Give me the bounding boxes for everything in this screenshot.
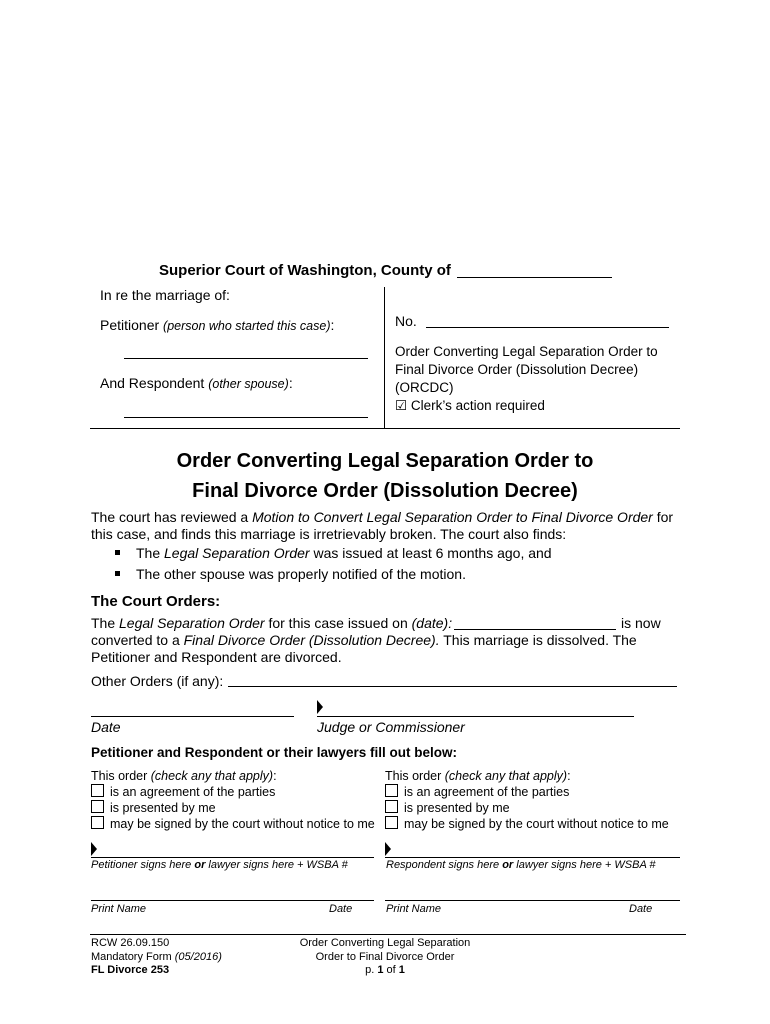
court-heading: Superior Court of Washington, County of — [159, 262, 451, 279]
date-caption: Date — [91, 719, 121, 735]
county-blank[interactable] — [457, 277, 612, 278]
case-number-blank[interactable] — [426, 327, 669, 328]
footer-rule — [90, 934, 686, 935]
parties-heading: Petitioner and Respondent or their lawyers fill out below: — [91, 745, 458, 760]
petitioner-options: This order (check any that apply): is an agreement of the parties is presented by me may be signed by the court without notice to me — [91, 769, 375, 831]
petitioner-sign-caption: Petitioner signs here or lawyer signs here + WSBA # — [91, 859, 348, 871]
finding-1: The Legal Separation Order was issued at least 6 months ago, and — [136, 545, 552, 561]
petitioner-signature-line[interactable] — [91, 857, 374, 858]
other-orders-blank[interactable] — [228, 686, 677, 687]
sign-here-arrow-icon — [91, 842, 97, 856]
separation-date-blank[interactable] — [454, 629, 616, 630]
date-line[interactable] — [91, 716, 294, 717]
page-number: p. 1 of 1 — [365, 964, 405, 976]
case-number-label: No. — [395, 313, 417, 329]
respondent-label: And Respondent (other spouse): — [100, 375, 293, 391]
petitioner-date-caption: Date — [329, 903, 353, 915]
bullet-dot — [115, 550, 120, 555]
respondent-print-name-caption: Print Name — [386, 903, 442, 915]
petitioner-label: Petitioner (person who started this case): — [100, 317, 335, 333]
petitioner-print-name-line[interactable] — [91, 900, 374, 901]
respondent-print-name-line[interactable] — [385, 900, 680, 901]
respondent-sign-caption: Respondent signs here or lawyer signs here + WSBA # — [386, 859, 656, 871]
sign-here-arrow-icon — [317, 700, 323, 714]
orders-paragraph: The Legal Separation Order for this case issued on (date): converted to a Final Divorce Order (Dissolution Decree). This marriage is dissolved. The Petitioner and Respondent are divorced. — [91, 615, 637, 665]
respondent-signature-line[interactable] — [385, 857, 680, 858]
respondent-name-blank[interactable] — [124, 417, 368, 418]
caption-bottom-rule — [90, 428, 680, 429]
footer-left: RCW 26.09.150 Mandatory Form (05/2016) FL Divorce 253 — [91, 937, 222, 976]
bullet-dot — [115, 571, 120, 576]
intro-paragraph: The court has reviewed a Motion to Convert Legal Separation Order to Final Divorce Order for this case, and finds this marriage is irretrievably broken. The court also finds: — [91, 509, 674, 542]
marriage-label: In re the marriage of: — [100, 287, 230, 303]
clerk-action-checkbox: ☑ Clerk’s action required — [395, 398, 545, 413]
respondent-date-caption: Date — [629, 903, 653, 915]
respondent-presented-checkbox[interactable] — [385, 800, 398, 813]
court-orders-heading: The Court Orders: — [91, 593, 221, 610]
judge-signature-line[interactable] — [317, 716, 634, 717]
petitioner-print-name-caption: Print Name — [91, 903, 147, 915]
petitioner-agreement-checkbox[interactable] — [91, 784, 104, 797]
caption-doc-title: Order Converting Legal Separation Order to Final Divorce Order (Dissolution Decree) (ORCDC) ☑ Clerk’s action required — [395, 344, 658, 413]
is-now-text: is now — [621, 615, 661, 631]
caption-divider — [384, 287, 385, 428]
judge-caption: Judge or Commissioner — [317, 719, 465, 735]
page-title: Order Converting Legal Separation Order to Final Divorce Order (Dissolution Decree) — [176, 450, 594, 502]
petitioner-name-blank[interactable] — [124, 358, 368, 359]
respondent-no-notice-checkbox[interactable] — [385, 816, 398, 829]
respondent-options: This order (check any that apply): is an agreement of the parties is presented by me may be signed by the court without notice to me — [385, 769, 669, 831]
sign-here-arrow-icon — [385, 842, 391, 856]
footer-center: Order Converting Legal Separation Order to Final Divorce Order p. 1 of 1 — [270, 937, 500, 978]
petitioner-no-notice-checkbox[interactable] — [91, 816, 104, 829]
other-orders-label: Other Orders (if any): — [91, 673, 224, 689]
finding-2: The other spouse was properly notified of the motion. — [136, 566, 466, 582]
respondent-agreement-checkbox[interactable] — [385, 784, 398, 797]
petitioner-presented-checkbox[interactable] — [91, 800, 104, 813]
